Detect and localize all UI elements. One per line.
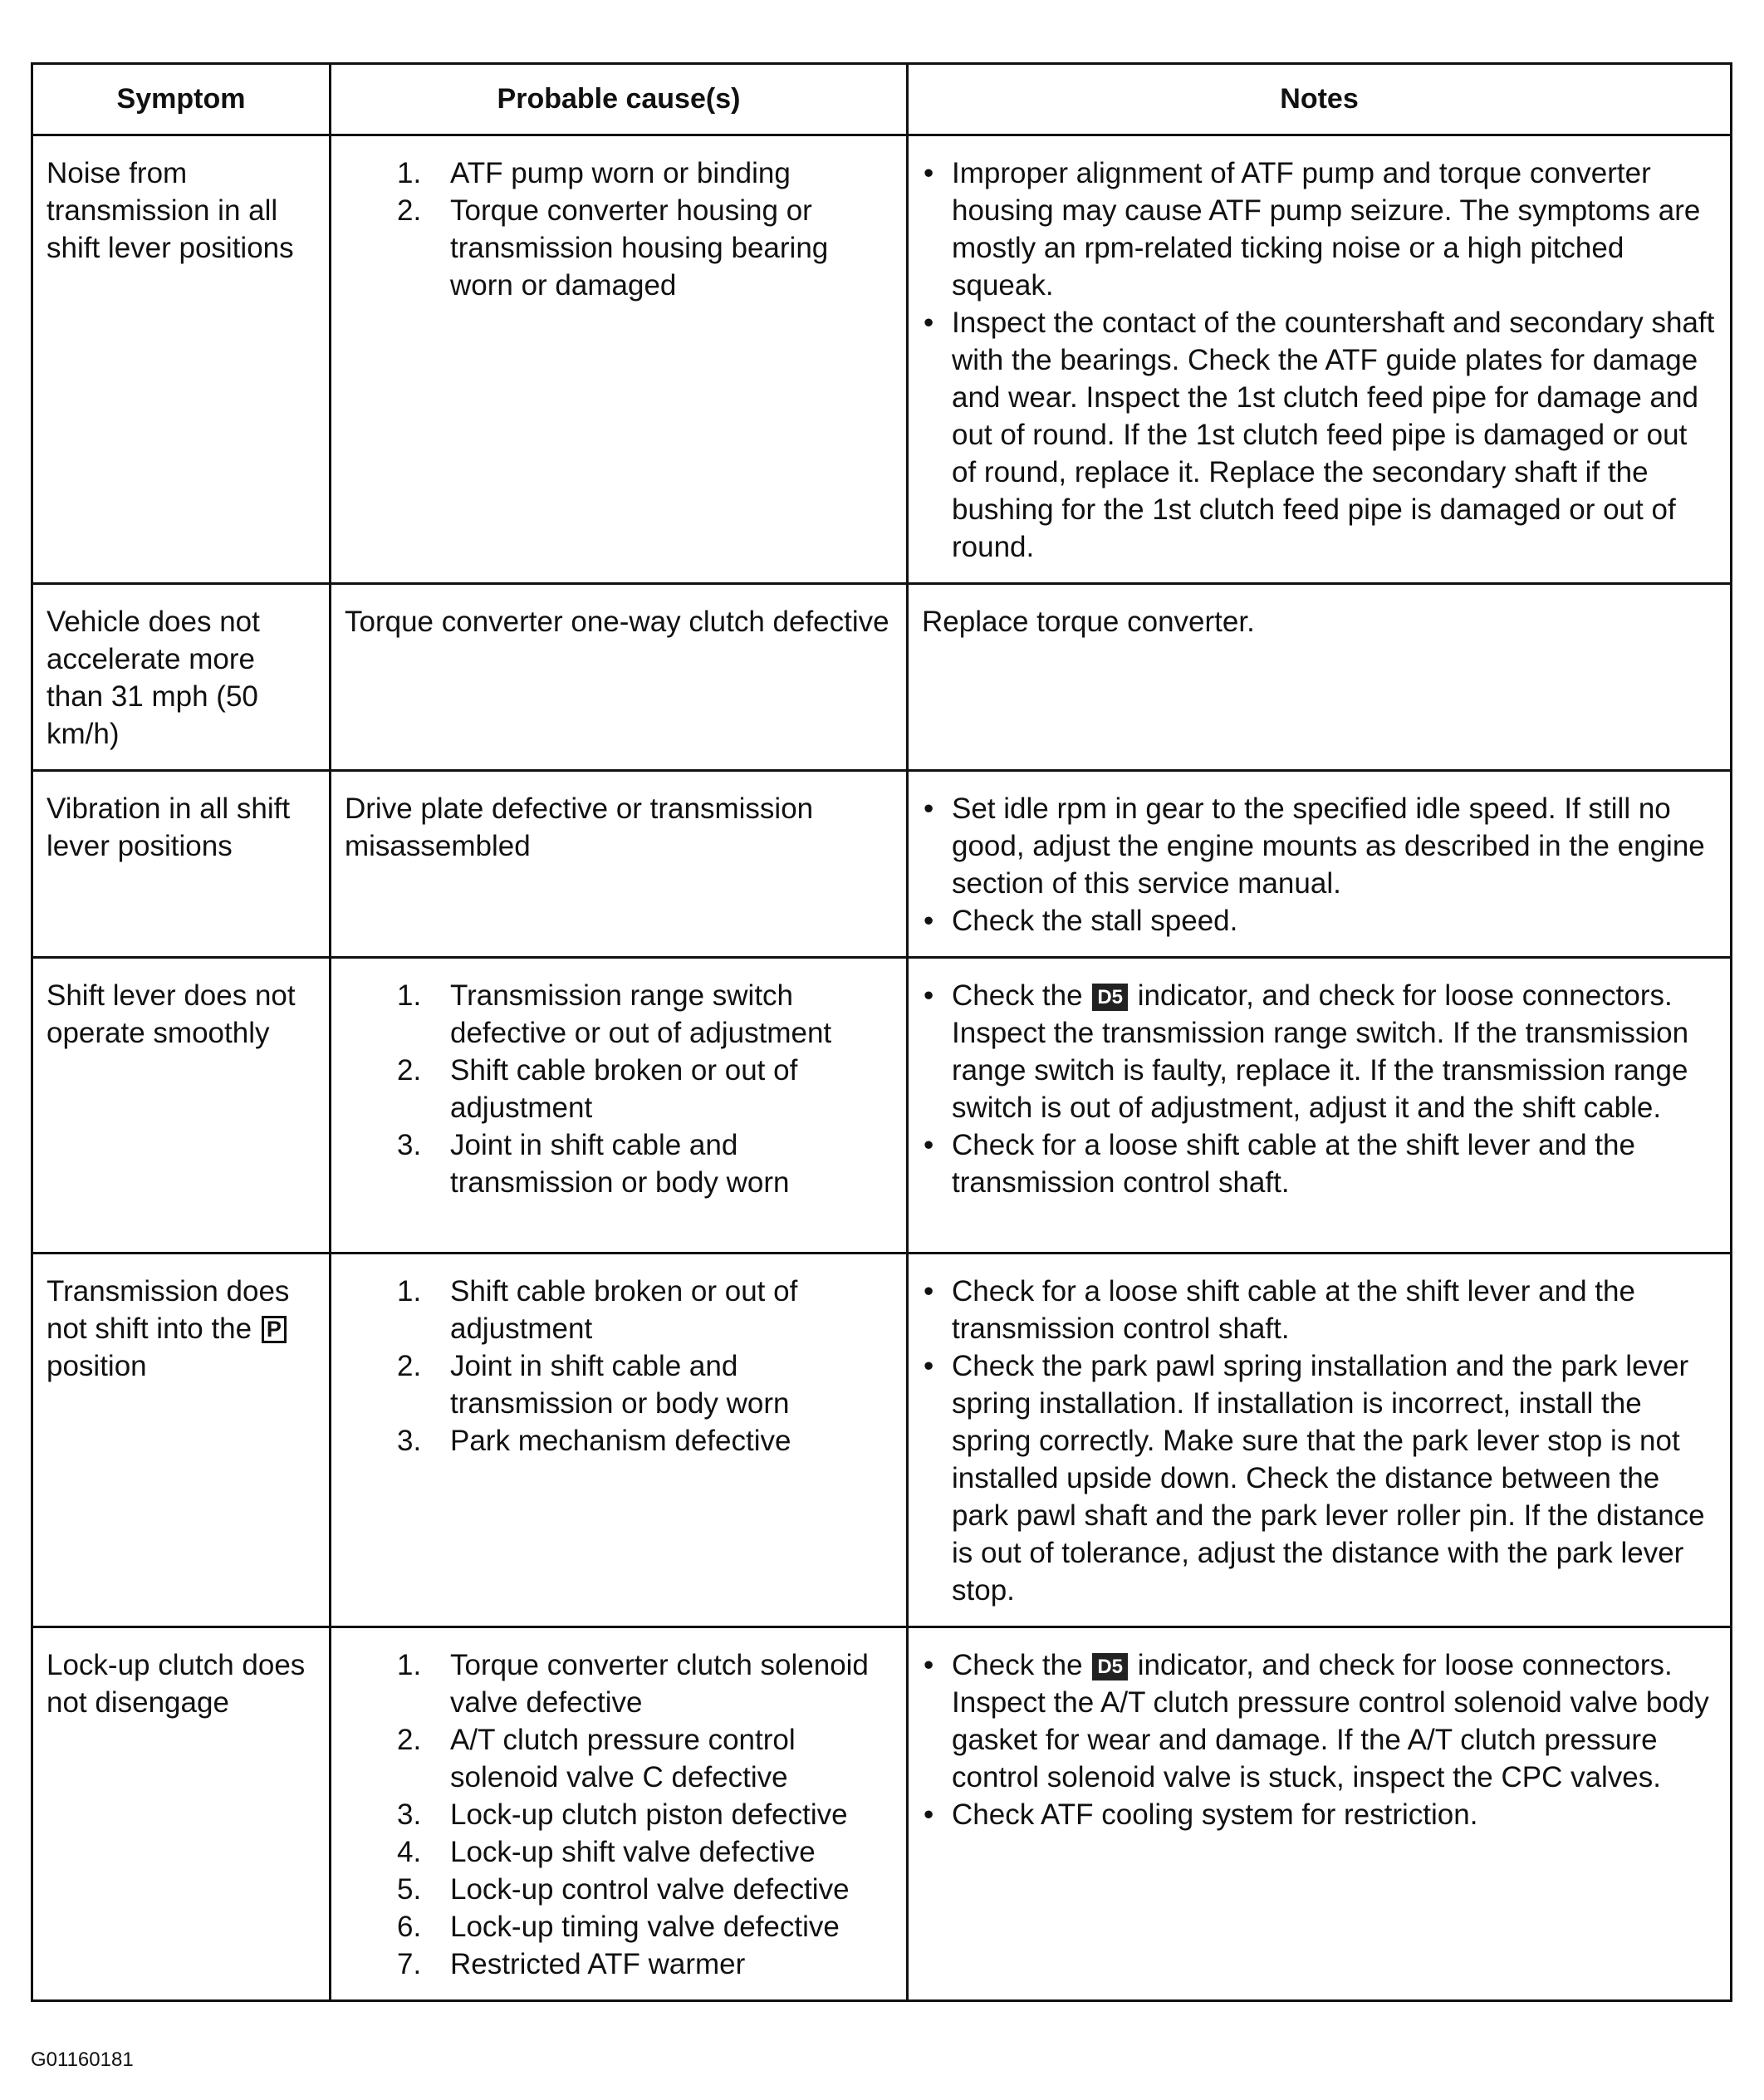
- cause-cell: [331, 958, 908, 1254]
- list-item: 1. ATF pump worn or binding: [397, 157, 791, 189]
- list-item: • Check the stall speed.: [924, 905, 1238, 937]
- symptom-cell: Vibration in all shift lever positions: [32, 771, 331, 958]
- list-item: • Check for a loose shift cable at the shift lever and the transmission control shaft.: [924, 1129, 1635, 1199]
- list-item: 2. Shift cable broken or out of adjustment: [397, 1054, 798, 1124]
- list-item: 3. Park mechanism defective: [397, 1425, 791, 1457]
- list-item: • Check the D5 indicator, and check for loose connectors. Inspect the transmission range switch. If the transmission range switch is faulty, replace it. If the transmission range switch is out of adjustment, adjust it and the shift cable.: [924, 979, 1689, 1124]
- table-row: [32, 958, 1732, 1254]
- cause-cell: Torque converter one-way clutch defective: [331, 584, 908, 771]
- notes-cell: Replace torque converter.: [908, 584, 1732, 771]
- notes-cell: [908, 1627, 1732, 2001]
- list-item: 2. Torque converter housing or transmission housing bearing worn or damaged: [397, 194, 829, 302]
- list-item: • Inspect the contact of the countershaft and secondary shaft with the bearings. Check the ATF guide plates for damage and wear. Inspect the 1st clutch feed pipe for damage and out of round. If the 1st clutch feed pipe is damaged or out of round, replace it. Replace the secondary shaft if the bushing for the 1st clutch feed pipe is damaged or out of round.: [924, 307, 1715, 563]
- list-item: 1. Shift cable broken or out of adjustment: [397, 1275, 798, 1345]
- symptom-cell: Noise from transmission in all shift lever positions: [32, 135, 331, 584]
- symptom-cell: Transmission does not shift into the P position: [32, 1254, 331, 1627]
- header-symptom: Symptom: [32, 64, 331, 135]
- list-item: • Set idle rpm in gear to the specified idle speed. If still no good, adjust the engine mounts as described in the engine section of this service manual.: [924, 792, 1705, 900]
- cause-cell: Drive plate defective or transmission misassembled: [331, 771, 908, 958]
- table-row: [32, 1627, 1732, 2001]
- list-item: 6. Lock-up timing valve defective: [397, 1911, 840, 1943]
- notes-cell: [908, 771, 1732, 958]
- notes-cell: [908, 135, 1732, 584]
- list-item: 1. Transmission range switch defective or out of adjustment: [397, 979, 832, 1049]
- list-item: • Check the park pawl spring installation and the park lever spring installation. If installation is incorrect, install the spring correctly. Make sure that the park lever stop is not installed upside down. Check the distance between the park pawl shaft and the park lever roller pin. If the distance is out of tolerance, adjust the distance with the park lever stop.: [924, 1350, 1705, 1607]
- list-item: • Check the D5 indicator, and check for loose connectors. Inspect the A/T clutch pressure control solenoid valve body gasket for wear and damage. If the A/T clutch pressure control solenoid valve is stuck, inspect the CPC valves.: [924, 1649, 1709, 1793]
- cause-cell: [331, 1627, 908, 2001]
- list-item: • Check for a loose shift cable at the shift lever and the transmission control shaft.: [924, 1275, 1635, 1345]
- header-row: [32, 64, 1732, 135]
- list-item: 3. Lock-up clutch piston defective: [397, 1798, 848, 1831]
- list-item: 4. Lock-up shift valve defective: [397, 1836, 816, 1868]
- list-item: 5. Lock-up control valve defective: [397, 1873, 850, 1906]
- header-probable-cause: Probable cause(s): [331, 64, 908, 135]
- cause-cell: [331, 135, 908, 584]
- symptom-cell: Shift lever does not operate smoothly: [32, 958, 331, 1254]
- list-item: 1. Torque converter clutch solenoid valve defective: [397, 1649, 869, 1719]
- table-row: [32, 584, 1732, 771]
- symptom-cell: Lock-up clutch does not disengage: [32, 1627, 331, 2001]
- list-item: 2. A/T clutch pressure control solenoid valve C defective: [397, 1724, 796, 1793]
- cause-cell: [331, 1254, 908, 1627]
- table-row: [32, 1254, 1732, 1627]
- d5-indicator-icon: D5: [1092, 984, 1128, 1011]
- d5-indicator-icon: D5: [1092, 1653, 1128, 1680]
- table-row: [32, 771, 1732, 958]
- table-row: [32, 135, 1732, 584]
- list-item: 2. Joint in shift cable and transmission or body worn: [397, 1350, 790, 1420]
- figure-code: G01160181: [31, 2048, 134, 2071]
- notes-cell: [908, 958, 1732, 1254]
- list-item: 3. Joint in shift cable and transmission or body worn: [397, 1129, 790, 1199]
- park-position-icon: P: [262, 1316, 287, 1343]
- troubleshooting-table: [31, 62, 1732, 2002]
- notes-cell: [908, 1254, 1732, 1627]
- list-item: • Check ATF cooling system for restriction.: [924, 1798, 1478, 1831]
- symptom-cell: Vehicle does not accelerate more than 31 mph (50 km/h): [32, 584, 331, 771]
- header-notes: Notes: [908, 64, 1732, 135]
- list-item: • Improper alignment of ATF pump and torque converter housing may cause ATF pump seizure. The symptoms are mostly an rpm-related ticking noise or a high pitched squeak.: [924, 157, 1701, 302]
- list-item: 7. Restricted ATF warmer: [397, 1948, 746, 1980]
